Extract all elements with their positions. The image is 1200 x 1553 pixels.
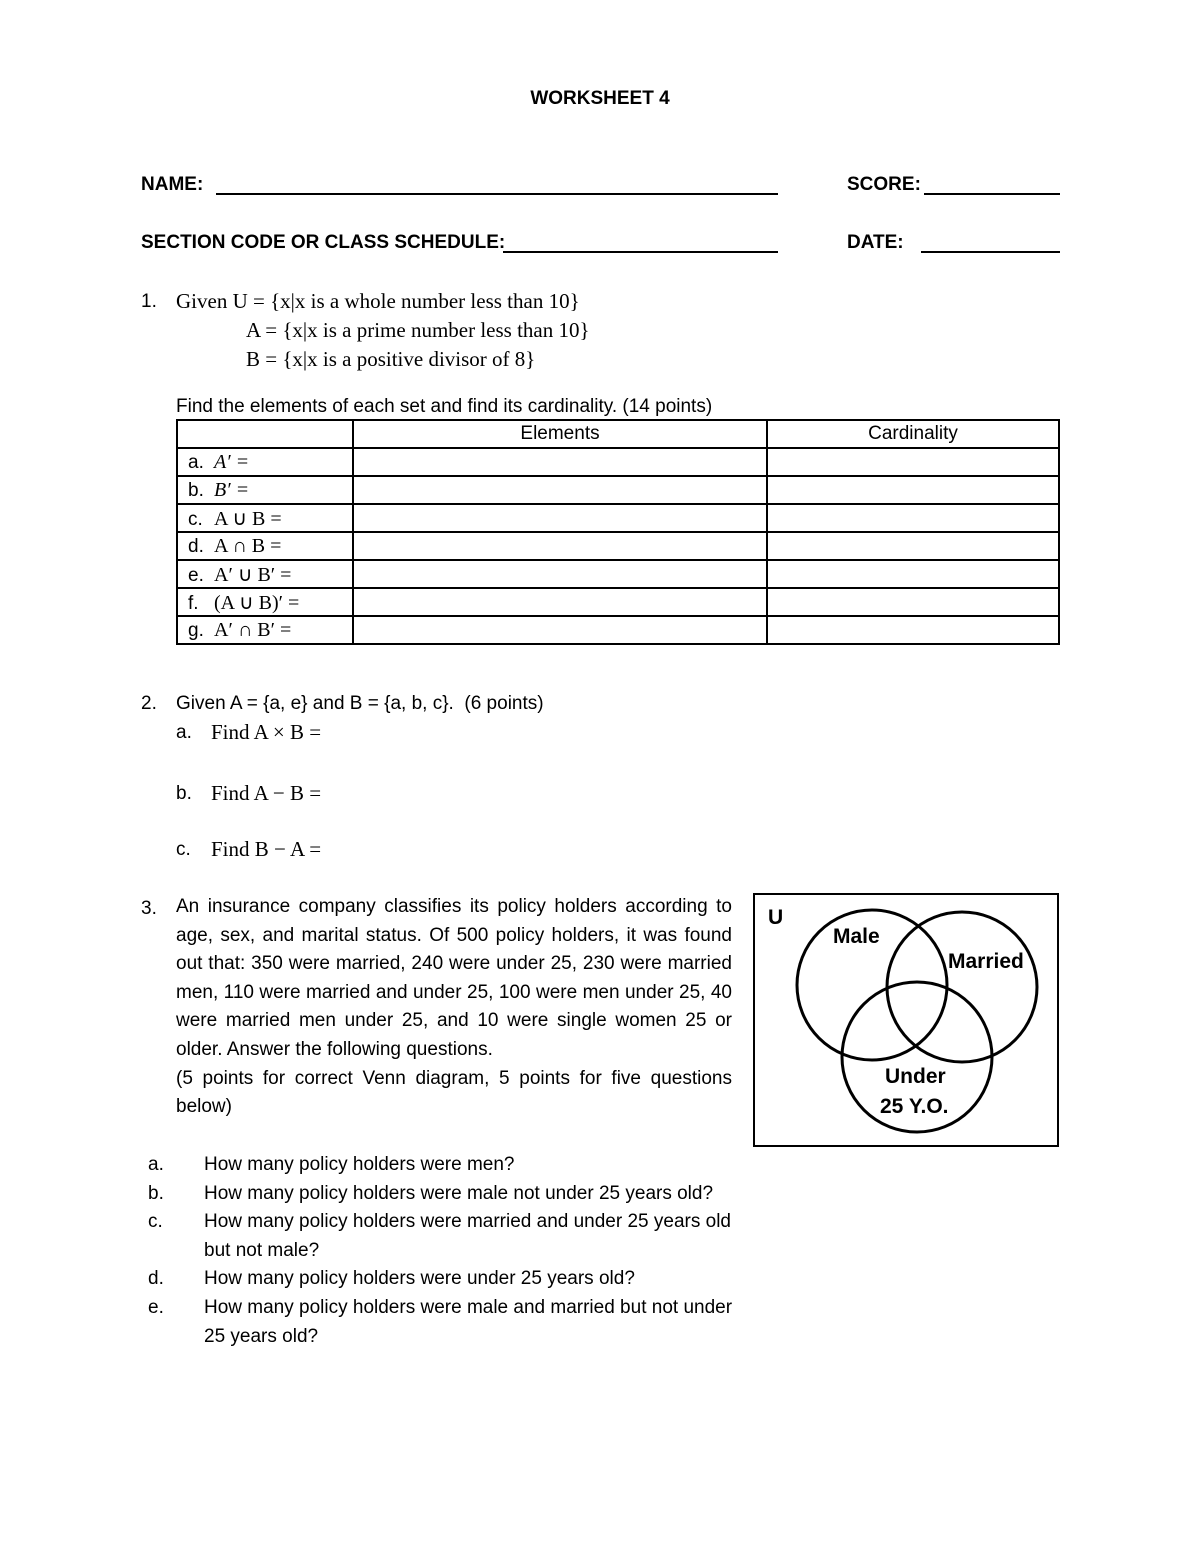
row-expression: A′ ∪ B′ = [214,563,292,586]
q2-item-letter: b. [176,783,192,804]
section-label: SECTION CODE OR CLASS SCHEDULE: [141,232,506,253]
q3-paragraph [176,893,732,1122]
under-label: Under [885,1065,946,1088]
cardinality-cell[interactable] [767,532,1059,560]
question-text: How many policy holders were under 25 years old? [204,1268,635,1290]
question-letter: b. [148,1182,164,1204]
row-expression: A′ ∩ B′ = [214,618,292,641]
date-label: DATE: [847,232,904,253]
row-letter: g. [188,619,204,641]
cardinality-cell[interactable] [767,616,1059,644]
question-letter: e. [148,1296,164,1318]
row-letter: d. [188,535,204,557]
cardinality-cell[interactable] [767,504,1059,532]
q2-item-text: Find A − B = [211,781,322,805]
row-expression: A ∩ B = [214,534,282,557]
row-label [177,588,353,616]
row-label [177,560,353,588]
cardinality-cell[interactable] [767,588,1059,616]
row-letter: c. [188,508,203,530]
cardinality-cell[interactable] [767,448,1059,476]
score-field[interactable] [924,193,1060,195]
married-label: Married [948,950,1024,973]
question-letter: c. [148,1211,163,1233]
row-label [177,476,353,504]
elements-cell[interactable] [353,532,767,560]
question-text: How many policy holders were married and under 25 years old but not male? [204,1211,731,1261]
elements-cell[interactable] [353,588,767,616]
section-field[interactable] [503,251,778,253]
row-label [177,504,353,532]
row-letter: a. [188,451,204,473]
date-field[interactable] [921,251,1060,253]
question-text: How many policy holders were male not under 25 years old? [204,1182,714,1204]
q1-number: 1. [141,291,157,312]
q1-given-u: Given U = {x|x is a whole number less than 10} [176,289,580,313]
under-25-label: 25 Y.O. [880,1095,949,1118]
q2-item-letter: c. [176,839,191,860]
q3-question-list [148,1151,736,1351]
list-item [148,1265,736,1294]
elements-cell[interactable] [353,448,767,476]
q2-item-letter: a. [176,722,192,743]
list-item [148,1151,736,1180]
question-text: How many policy holders were male and married but not under 25 years old? [204,1296,733,1347]
universe-label: U [768,906,784,929]
q1-given-a: A = {x|x is a prime number less than 10} [246,318,590,342]
question-letter: a. [148,1154,164,1175]
score-label: SCORE: [847,174,921,195]
table-row [177,448,1059,476]
row-letter: b. [188,479,204,501]
q2-given: Given A = {a, e} and B = {a, b, c}. (6 points) [176,693,544,714]
q3-number: 3. [141,898,157,919]
venn-diagram [753,893,1059,1147]
married-circle [887,912,1037,1062]
table-row [177,504,1059,532]
male-label: Male [833,925,880,948]
question-letter: d. [148,1268,164,1290]
name-label: NAME: [141,174,204,195]
table-row [177,616,1059,644]
table-header-row [177,420,1059,448]
row-expression: B′ = [214,478,250,501]
cardinality-cell[interactable] [767,476,1059,504]
list-item [148,1294,736,1351]
elements-cell[interactable] [353,616,767,644]
q2-item-text: Find A × B = [211,720,322,744]
elements-cell[interactable] [353,560,767,588]
row-letter: f. [188,592,199,614]
cardinality-cell[interactable] [767,560,1059,588]
q1-given-b: B = {x|x is a positive divisor of 8} [246,347,536,371]
table-header-blank [177,420,353,448]
q2-item-text: Find B − A = [211,837,322,861]
name-field[interactable] [216,193,778,195]
q3-points-text: (5 points for correct Venn diagram, 5 points for five questions below) [176,1067,732,1118]
list-item [148,1180,736,1209]
row-label [177,532,353,560]
question-text: How many policy holders were men? [204,1154,515,1175]
q3-problem-text: An insurance company classifies its policy holders according to age, sex, and marital status. Of 500 policy holders, it was found out that: 350 were married, 240 were under 25, 230 were married men, 110 were married and under 25, 100 were men under 25, 40 were married men under 25, and 10 were single women 25 or older. Answer the following questions. [176,896,732,1060]
row-letter: e. [188,564,204,586]
table-row [177,588,1059,616]
worksheet-title: WORKSHEET 4 [530,88,670,109]
table-row [177,532,1059,560]
elements-cell[interactable] [353,504,767,532]
table-row [177,476,1059,504]
elements-cell[interactable] [353,476,767,504]
row-expression: A ∪ B = [214,507,282,530]
table-row [177,560,1059,588]
table-header-cardinality: Cardinality [767,420,1059,448]
q1-instruction: Find the elements of each set and find its cardinality. (14 points) [176,396,713,417]
q1-answer-table [176,419,1060,645]
row-expression: A′ = [214,450,250,473]
table-header-elements: Elements [353,420,767,448]
list-item [148,1208,736,1265]
row-label [177,448,353,476]
row-label [177,616,353,644]
q2-number: 2. [141,693,157,714]
row-expression: (A ∪ B)′ = [214,591,300,614]
